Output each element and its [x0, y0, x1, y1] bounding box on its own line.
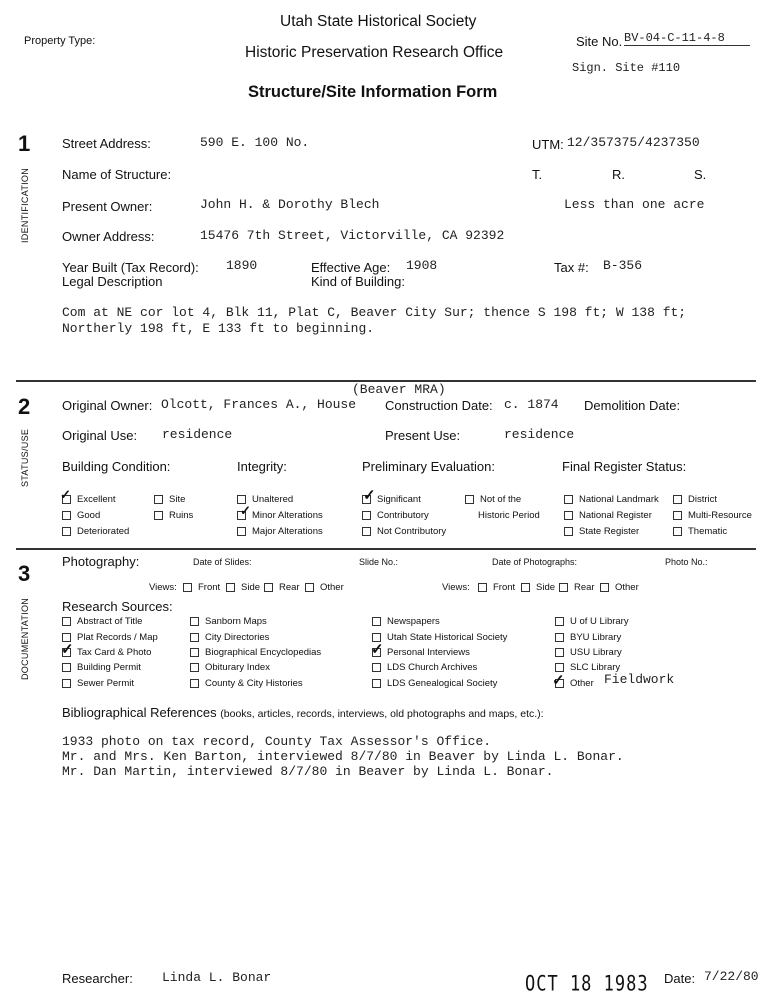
research-sources-label: Research Sources:	[62, 599, 173, 614]
check-mark-icon: ✓	[60, 487, 71, 502]
street-label: Street Address:	[62, 136, 151, 151]
check-mark-icon: ✓	[371, 641, 384, 658]
checkbox-multi-resource[interactable]: Multi-Resource	[673, 510, 752, 521]
source-building-permit[interactable]: Building Permit	[62, 662, 141, 673]
source-city-directories[interactable]: City Directories	[190, 632, 269, 643]
status-use-side-label: STATUS/USE	[20, 428, 30, 487]
name-of-structure-label: Name of Structure:	[62, 167, 172, 182]
present-owner-value: John H. & Dorothy Blech	[200, 197, 380, 212]
checkbox-unaltered[interactable]: Unaltered	[237, 494, 293, 505]
preliminary-evaluation-label: Preliminary Evaluation:	[362, 459, 495, 474]
biblio-line-2: Mr. and Mrs. Ken Barton, interviewed 8/7/80 in Beaver by Linda L. Bonar.	[62, 749, 624, 764]
checkbox-significant[interactable]: Significant	[362, 494, 421, 505]
check-mark-icon: ✓	[363, 487, 376, 504]
year-built-label: Year Built (Tax Record):	[62, 260, 199, 275]
checkbox-contributory[interactable]: Contributory	[362, 510, 429, 521]
section-divider-2	[16, 548, 756, 550]
section-1-number: 1	[18, 131, 31, 156]
source-abstract-of-title[interactable]: Abstract of Title	[62, 616, 142, 627]
owner-address-label: Owner Address:	[62, 229, 155, 244]
slide-no-label: Slide No.:	[359, 557, 399, 567]
other-source-value: Fieldwork	[604, 672, 675, 687]
biblio-line-1: 1933 photo on tax record, County Tax Assessor's Office.	[62, 734, 492, 749]
source-usu-library[interactable]: USU Library	[555, 647, 622, 658]
slide-view-side[interactable]: Side	[226, 582, 260, 593]
org-name: Utah State Historical Society	[280, 13, 477, 30]
kind-of-building-label: Kind of Building:	[311, 274, 405, 289]
utm-value: 12/357375/4237350	[567, 135, 700, 150]
range-label: R.	[612, 167, 625, 182]
site-no-label: Site No.	[576, 34, 623, 49]
effective-age-value: 1908	[406, 258, 438, 273]
source-utah-state-historical-society[interactable]: Utah State Historical Society	[372, 632, 507, 643]
slide-view-front[interactable]: Front	[183, 582, 220, 593]
source-u-of-u-library[interactable]: U of U Library	[555, 616, 629, 627]
original-use-value: residence	[162, 427, 233, 442]
effective-age-label: Effective Age:	[311, 260, 391, 275]
identification-side-label: IDENTIFICATION	[20, 167, 30, 243]
documentation-side-label: DOCUMENTATION	[20, 597, 30, 680]
checkbox-minor-alterations[interactable]: Minor Alterations	[237, 510, 323, 521]
photo-view-front[interactable]: Front	[478, 582, 515, 593]
photography-label: Photography:	[62, 554, 140, 569]
utm-label: UTM:	[532, 137, 564, 152]
present-use-value: residence	[504, 427, 575, 442]
slide-view-rear[interactable]: Rear	[264, 582, 300, 593]
checkbox-thematic[interactable]: Thematic	[673, 526, 727, 537]
photo-view-side[interactable]: Side	[521, 582, 555, 593]
source-sanborn-maps[interactable]: Sanborn Maps	[190, 616, 267, 627]
slide-view-other[interactable]: Other	[305, 582, 344, 593]
checkbox-excellent[interactable]: Excellent	[62, 494, 116, 505]
checkbox-not-of-historic-period[interactable]: Not of the	[465, 494, 521, 505]
received-date-stamp: OCT 18 1983	[525, 971, 649, 997]
source-obituary-index[interactable]: Obiturary Index	[190, 662, 270, 673]
present-owner-label: Present Owner:	[62, 199, 153, 214]
checkbox-district[interactable]: District	[673, 494, 717, 505]
tax-number-value: B-356	[603, 258, 643, 273]
property-type-label: Property Type:	[24, 35, 96, 47]
legal-description-label: Legal Description	[62, 274, 163, 289]
date-label: Date:	[664, 971, 696, 986]
section-3-number: 3	[18, 561, 31, 586]
slide-views-label: Views:	[149, 582, 177, 593]
source-other[interactable]: Other	[555, 678, 594, 689]
legal-description-line-1: Com at NE cor lot 4, Blk 11, Plat C, Beaver City Sur; thence S 198 ft; W 138 ft;	[62, 305, 687, 320]
source-byu-library[interactable]: BYU Library	[555, 632, 621, 643]
photo-view-rear[interactable]: Rear	[559, 582, 595, 593]
historic-period-label: Historic Period	[478, 510, 540, 521]
legal-description-line-2: Northerly 198 ft, E 133 ft to beginning.	[62, 321, 375, 336]
demolition-date-label: Demolition Date:	[584, 398, 681, 413]
mra-note: (Beaver MRA)	[352, 382, 446, 397]
photo-no-label: Photo No.:	[665, 557, 708, 567]
check-mark-icon: ✓	[240, 503, 251, 518]
office-name: Historic Preservation Research Office	[245, 44, 504, 61]
checkbox-major-alterations[interactable]: Major Alterations	[237, 526, 323, 537]
checkbox-not-contributory[interactable]: Not Contributory	[362, 526, 446, 537]
township-label: T.	[532, 167, 543, 182]
integrity-label: Integrity:	[237, 459, 287, 474]
source-plat-records[interactable]: Plat Records / Map	[62, 632, 158, 643]
checkbox-national-register[interactable]: National Register	[564, 510, 652, 521]
photo-view-other[interactable]: Other	[600, 582, 639, 593]
source-slc-library[interactable]: SLC Library	[555, 662, 620, 673]
check-mark-icon: ✓	[61, 641, 74, 658]
final-register-status-label: Final Register Status:	[562, 459, 687, 474]
original-owner-label: Original Owner:	[62, 398, 153, 413]
source-sewer-permit[interactable]: Sewer Permit	[62, 678, 134, 689]
checkbox-good[interactable]: Good	[62, 510, 100, 521]
construction-date-value: c. 1874	[504, 397, 559, 412]
date-value: 7/22/80	[704, 969, 759, 984]
site-no-value: BV-04-C-11-4-8	[624, 31, 750, 46]
street-value: 590 E. 100 No.	[200, 135, 310, 150]
sign-site: Sign. Site #110	[572, 61, 681, 75]
form-title: Structure/Site Information Form	[248, 83, 498, 101]
owner-address-value: 15476 7th Street, Victorville, CA 92392	[200, 228, 505, 243]
building-condition-label: Building Condition:	[62, 459, 171, 474]
bibliographical-references-label: Bibliographical References (books, articles, records, interviews, old photographs and maps, etc.):	[62, 705, 544, 720]
present-use-label: Present Use:	[385, 428, 461, 443]
checkbox-site[interactable]: Site	[154, 494, 185, 505]
checkbox-state-register[interactable]: State Register	[564, 526, 639, 537]
checkbox-deteriorated[interactable]: Deteriorated	[62, 526, 129, 537]
source-county-city-histories[interactable]: County & City Histories	[190, 678, 303, 689]
source-tax-card-photo[interactable]: Tax Card & Photo	[62, 647, 151, 658]
biblio-line-3: Mr. Dan Martin, interviewed 8/7/80 in Beaver by Linda L. Bonar.	[62, 764, 554, 779]
section-label: S.	[694, 167, 707, 182]
year-built-value: 1890	[226, 258, 258, 273]
date-of-slides-label: Date of Slides:	[193, 557, 252, 567]
researcher-value: Linda L. Bonar	[162, 970, 272, 985]
source-lds-church-archives[interactable]: LDS Church Archives	[372, 662, 477, 673]
source-newspapers[interactable]: Newspapers	[372, 616, 440, 627]
source-lds-genealogical-society[interactable]: LDS Genealogical Society	[372, 678, 497, 689]
original-use-label: Original Use:	[62, 428, 138, 443]
date-of-photographs-label: Date of Photographs:	[492, 557, 578, 567]
acreage-value: Less than one acre	[564, 197, 705, 212]
construction-date-label: Construction Date:	[385, 398, 493, 413]
tax-number-label: Tax #:	[554, 260, 589, 275]
researcher-label: Researcher:	[62, 971, 133, 986]
section-2-number: 2	[18, 394, 31, 419]
source-personal-interviews[interactable]: Personal Interviews	[372, 647, 470, 658]
checkbox-ruins[interactable]: Ruins	[154, 510, 193, 521]
checkbox-national-landmark[interactable]: National Landmark	[564, 494, 659, 505]
source-biographical-encyclopedias[interactable]: Biographical Encyclopedias	[190, 647, 321, 658]
photo-views-label: Views:	[442, 582, 470, 593]
original-owner-value: Olcott, Frances A., House	[161, 397, 357, 412]
check-mark-icon: ✓	[552, 672, 565, 689]
